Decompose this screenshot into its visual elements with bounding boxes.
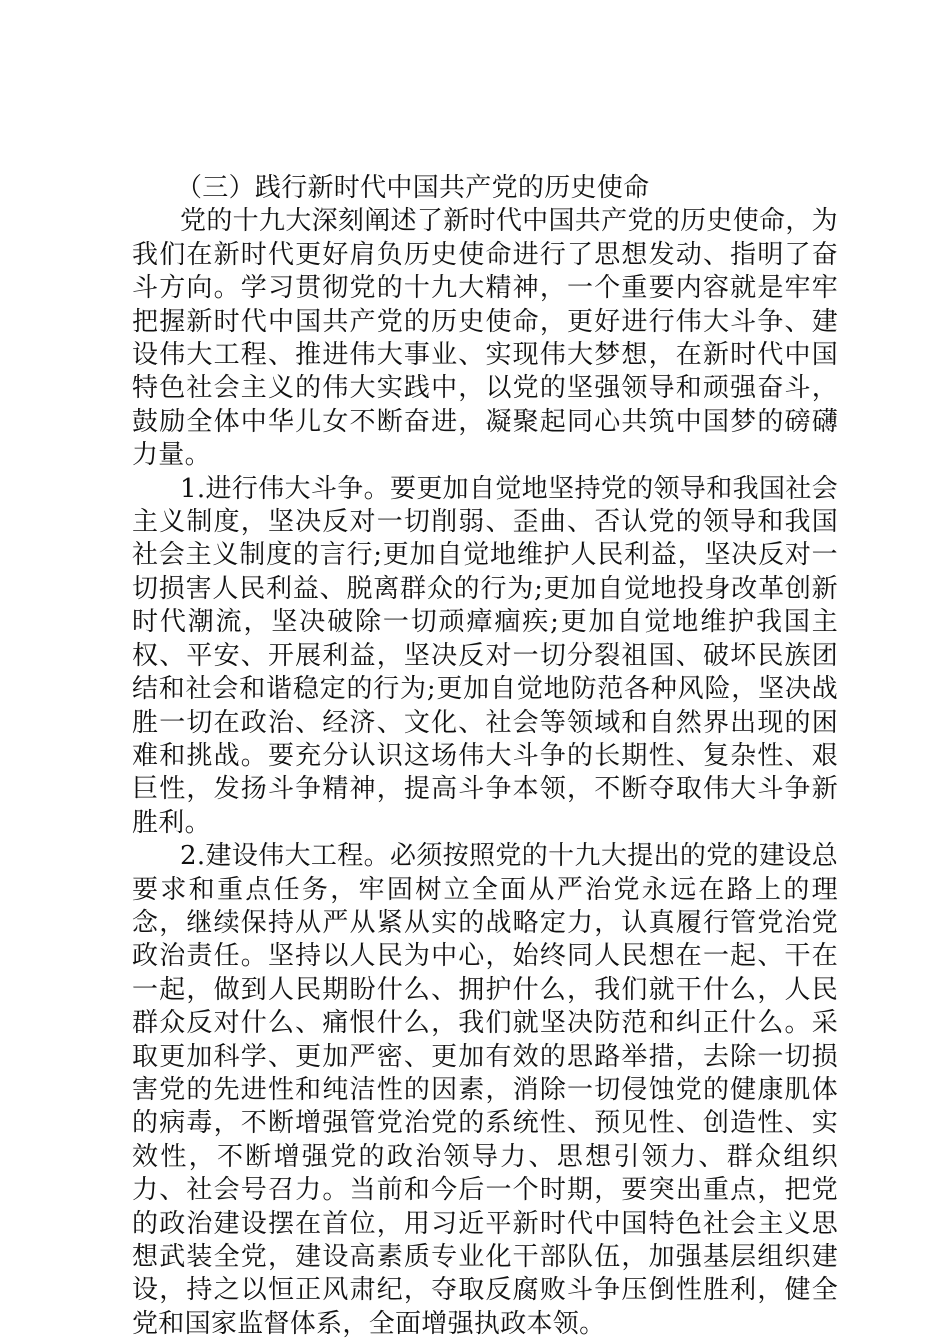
paragraph-great-project: 2.建设伟大工程。必须按照党的十九大提出的党的建设总要求和重点任务，牢固树立全面从严治党永远在路上的理念，继续保持从严从紧从实的战略定力，认真履行管党治党政治责任。坚持以人民为中心，始终同人民想在一起、干在一起，做到人民期盼什么、拥护什么，我们就干什么，人民群众反对什么、痛恨什么，我们就坚决防范和纠正什么。采取更加科学、更加严密、更加有效的思路举措，去除一切损害党的先进性和纯洁性的因素，消除一切侵蚀党的健康肌体的病毒，不断增强管党治党的系统性、预见性、创造性、实效性，不断增强党的政治领导力、思想引领力、群众组织力、社会号召力。当前和今后一个时期，要突出重点，把党的政治建设摆在首位，用习近平新时代中国特色社会主义思想武装全党，建设高素质专业化干部队伍，加强基层组织建设，持之以恒正风肃纪，夺取反腐败斗争压倒性胜利，健全党和国家监督体系，全面增强执政本领。 <box>132 841 838 1339</box>
document-body <box>132 172 838 1341</box>
paragraph-intro: 党的十九大深刻阐述了新时代中国共产党的历史使命，为我们在新时代更好肩负历史使命进行了思想发动、指明了奋斗方向。学习贯彻党的十九大精神，一个重要内容就是牢牢把握新时代中国共产党的历史使命，更好进行伟大斗争、建设伟大工程、推进伟大事业、实现伟大梦想，在新时代中国特色社会主义的伟大实践中，以党的坚强领导和顽强奋斗，鼓励全体中华儿女不断奋进，凝聚起同心共筑中国梦的磅礴力量。 <box>132 206 838 471</box>
paragraph-great-struggle: 1.进行伟大斗争。要更加自觉地坚持党的领导和我国社会主义制度，坚决反对一切削弱、歪曲、否认党的领导和我国社会主义制度的言行;更加自觉地维护人民利益，坚决反对一切损害人民利益、脱离群众的行为;更加自觉地投身改革创新时代潮流，坚决破除一切顽瘴痼疾;更加自觉地维护我国主权、平安、开展利益，坚决反对一切分裂祖国、破坏民族团结和社会和谐稳定的行为;更加自觉地防范各种风险，坚决战胜一切在政治、经济、文化、社会等领域和自然界出现的困难和挑战。要充分认识这场伟大斗争的长期性、复杂性、艰巨性，发扬斗争精神，提高斗争本领，不断夺取伟大斗争新胜利。 <box>132 473 838 838</box>
section-heading: （三）践行新时代中国共产党的历史使命 <box>176 173 650 203</box>
